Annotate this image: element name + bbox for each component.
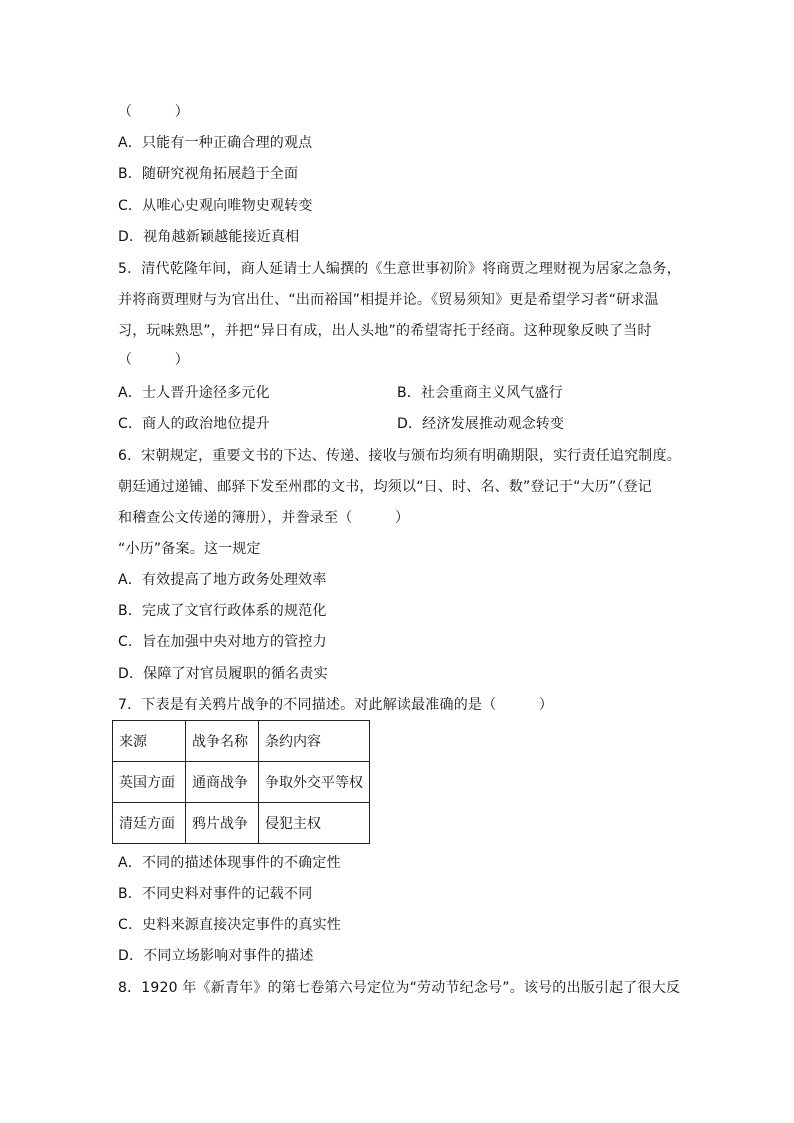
table-row bbox=[113, 803, 370, 844]
q8-stem: 8．1920 年《新青年》的第七卷第六号定位为“劳动节纪念号”。该号的出版引起了很大反 bbox=[118, 980, 681, 996]
table-cell: 清廷方面 bbox=[113, 803, 186, 844]
q4-option-a: A．只能有一种正确合理的观点 bbox=[118, 135, 313, 151]
table-cell: 通商战争 bbox=[186, 762, 259, 803]
q5-option-c: C．商人的政治地位提升 bbox=[118, 416, 270, 432]
q6-stem-line-3: 和稽查公文传递的簿册），并誊录至（ ） bbox=[118, 510, 410, 526]
q4-option-d: D．视角越新颖越能接近真相 bbox=[118, 229, 300, 245]
table-header-cell: 条约内容 bbox=[259, 721, 370, 762]
table-cell: 鸦片战争 bbox=[186, 803, 259, 844]
q5-answer-paren: （ ） bbox=[118, 352, 189, 368]
q7-option-d: D．不同立场影响对事件的描述 bbox=[118, 948, 314, 964]
table-cell: 争取外交平等权 bbox=[259, 762, 370, 803]
q5-stem-line-2: 并将商贾理财与为官出仕、“出而裕国”相提并论。《贸易须知》更是希望学习者“研求温 bbox=[118, 292, 659, 308]
q7-stem: 7．下表是有关鸦片战争的不同描述。对此解读最准确的是（ ） bbox=[118, 697, 554, 713]
q7-option-c: C．史料来源直接决定事件的真实性 bbox=[118, 917, 341, 933]
q6-option-d: D．保障了对官员履职的循名责实 bbox=[118, 666, 328, 682]
q7-option-b: B．不同史料对事件的记载不同 bbox=[118, 886, 313, 902]
q6-option-a: A．有效提高了地方政务处理效率 bbox=[118, 572, 327, 588]
q6-option-b: B．完成了文官行政体系的规范化 bbox=[118, 603, 327, 619]
q4-option-b: B．随研究视角拓展趋于全面 bbox=[118, 166, 299, 182]
q6-option-c: C．旨在加强中央对地方的管控力 bbox=[118, 634, 327, 650]
q4-answer-paren: （ ） bbox=[118, 104, 189, 120]
q5-stem-line-1: 5．清代乾隆年间，商人延请士人编撰的《生意世事初阶》将商贾之理财视为居家之急务， bbox=[118, 261, 681, 277]
table-header-cell: 来源 bbox=[113, 721, 186, 762]
q6-stem-line-4: “小历”备案。这一规定 bbox=[118, 541, 261, 557]
table-cell: 侵犯主权 bbox=[259, 803, 370, 844]
table-cell: 英国方面 bbox=[113, 762, 186, 803]
table-header-row bbox=[113, 721, 370, 762]
table-header-cell: 战争名称 bbox=[186, 721, 259, 762]
q6-stem-line-2: 朝廷通过递铺、邮驿下发至州郡的文书，均须以“日、时、名、数”登记于“大历”（登记 bbox=[118, 479, 653, 495]
q6-stem-line-1: 6．宋朝规定，重要文书的下达、传递、接收与颁布均须有明确期限，实行责任追究制度。 bbox=[118, 448, 681, 464]
q5-option-d: D．经济发展推动观念转变 bbox=[397, 416, 565, 432]
q5-option-a: A．士人晋升途径多元化 bbox=[118, 385, 270, 401]
opium-war-table bbox=[112, 720, 370, 844]
q5-stem-line-3: 习，玩味熟思”，并把“异日有成，出人头地”的希望寄托于经商。这种现象反映了当时 bbox=[118, 323, 652, 339]
q4-option-c: C．从唯心史观向唯物史观转变 bbox=[118, 198, 313, 214]
q5-option-b: B．社会重商主义风气盛行 bbox=[397, 385, 564, 401]
table-row bbox=[113, 762, 370, 803]
q7-option-a: A．不同的描述体现事件的不确定性 bbox=[118, 855, 341, 871]
